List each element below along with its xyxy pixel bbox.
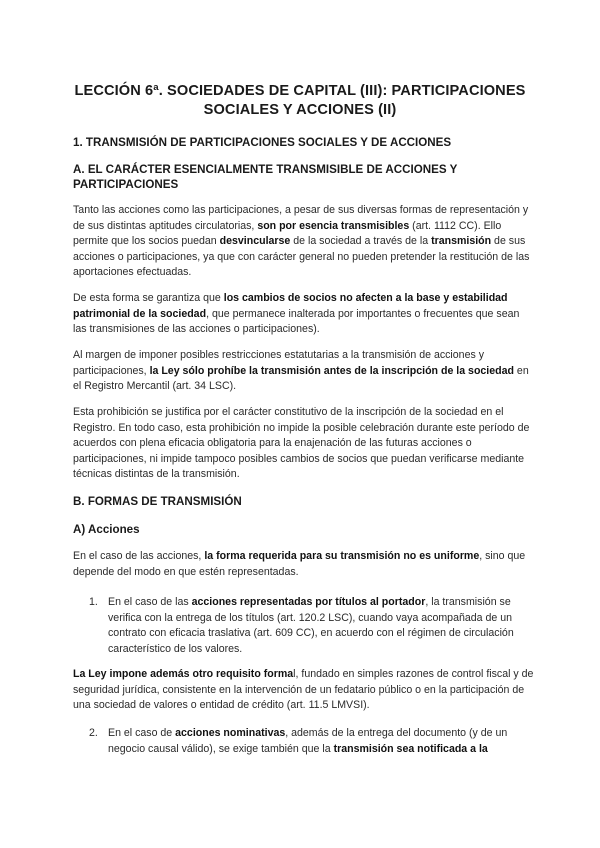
acciones-heading: A) Acciones — [73, 523, 140, 536]
list-item-number: 1. — [89, 596, 98, 608]
text: de sus acciones o participaciones, ya que con carácter general no pueden pretender la restitución de las aportaciones efectuadas. — [73, 235, 530, 278]
list-item-text — [108, 726, 535, 757]
text: Tanto las acciones como las participaciones, a pesar de sus diversas formas de representación y de sus distintas aptitudes circulatorias, — [73, 204, 529, 232]
emphasis: la Ley sólo prohíbe la transmisión antes de la inscripción de la sociedad — [149, 364, 514, 377]
text: En el caso de — [108, 727, 176, 739]
subsection-a-heading — [73, 162, 533, 192]
paragraph-requisito-formal — [73, 667, 535, 714]
lesson-title — [60, 82, 540, 120]
text: , la transmisión se verifica con la entrega de los títulos (art. 120.2 LSC), cuando vaya acompañada de un contrato con eficacia traslativa (art. 609 CC), en acuerdo con el régimen de circulación característico de los valores. — [108, 596, 514, 655]
text: de la sociedad a través de la — [290, 235, 432, 247]
emphasis: los cambios de socios no afecten a la base y estabilidad patrimonial de la sociedad — [73, 292, 508, 320]
text: Al margen de imponer posibles restricciones estatutarias a la transmisión de acciones y participaciones, — [73, 349, 484, 377]
text: En el caso de las — [108, 596, 192, 608]
list-item-number: 2. — [89, 727, 98, 739]
emphasis: acciones nominativas — [175, 727, 286, 739]
text: De esta forma se garantiza que — [73, 292, 224, 304]
emphasis: La Ley impone además otro requisito forma — [73, 668, 294, 680]
text: , sino que depende del modo en que estén representadas. — [73, 550, 526, 578]
text: Esta prohibición se justifica por el carácter constitutivo de la inscripción de la sociedad en el Registro. En todo caso, esta prohibición no impide la posible celebración durante este período de acuerdos con plena eficacia obligatoria para la enajenación de las futuras acciones o participaciones, ni impide tampoco posibles cambios de socios que puedan verificarse mediante técnicas distintas de la transmisión. — [73, 406, 530, 480]
paragraph-transmisibilidad — [73, 203, 535, 281]
list-item-1 — [89, 595, 535, 657]
emphasis: desvincularse — [219, 235, 291, 247]
text: , además de la entrega del documento (y de un negocio causal válido), se exige también que la — [108, 727, 508, 755]
subsection-a-heading-line1: A. EL CARÁCTER ESENCIALMENTE TRANSMISIBLE DE ACCIONES Y — [73, 163, 458, 176]
text: en el Registro Mercantil (art. 34 LSC). — [73, 364, 529, 392]
subsection-a-heading-line2: PARTICIPACIONES — [73, 178, 179, 191]
lesson-title-line1: LECCIÓN 6ª. SOCIEDADES DE CAPITAL (III): PARTICIPACIONES — [74, 83, 526, 99]
paragraph-forma-requerida — [73, 549, 535, 580]
paragraph-restricciones — [73, 348, 535, 395]
emphasis: la forma requerida para su transmisión no es uniforme — [204, 550, 480, 562]
paragraph-garantia — [73, 291, 535, 338]
section-1-heading: 1. TRANSMISIÓN DE PARTICIPACIONES SOCIALES Y DE ACCIONES — [73, 136, 452, 149]
text: l, fundado en simples razones de control fiscal y de seguridad jurídica, consistente en la intervención de un fedatario público o en la participación de una sociedad de valores o entidad de crédito (art. 11.5 LMVSI). — [73, 668, 534, 711]
paragraph-prohibicion — [73, 405, 535, 483]
subsection-b-heading: B. FORMAS DE TRANSMISIÓN — [73, 495, 242, 508]
list-item-2 — [89, 726, 535, 757]
text: (art. 1112 CC). Ello permite que los socios puedan — [73, 219, 502, 247]
text: , que permanece inalterada por importantes o frecuentes que sean las transmisiones de las acciones o participaciones). — [73, 307, 520, 335]
emphasis: transmisión — [431, 235, 492, 247]
emphasis: son por esencia transmisibles — [257, 219, 410, 232]
lesson-title-line2: SOCIALES Y ACCIONES (II) — [203, 102, 397, 118]
list-item-text — [108, 595, 535, 657]
emphasis: acciones representadas por títulos al portador — [191, 596, 426, 608]
emphasis: transmisión sea notificada a la — [333, 742, 488, 755]
text: En el caso de las acciones, — [73, 550, 205, 562]
